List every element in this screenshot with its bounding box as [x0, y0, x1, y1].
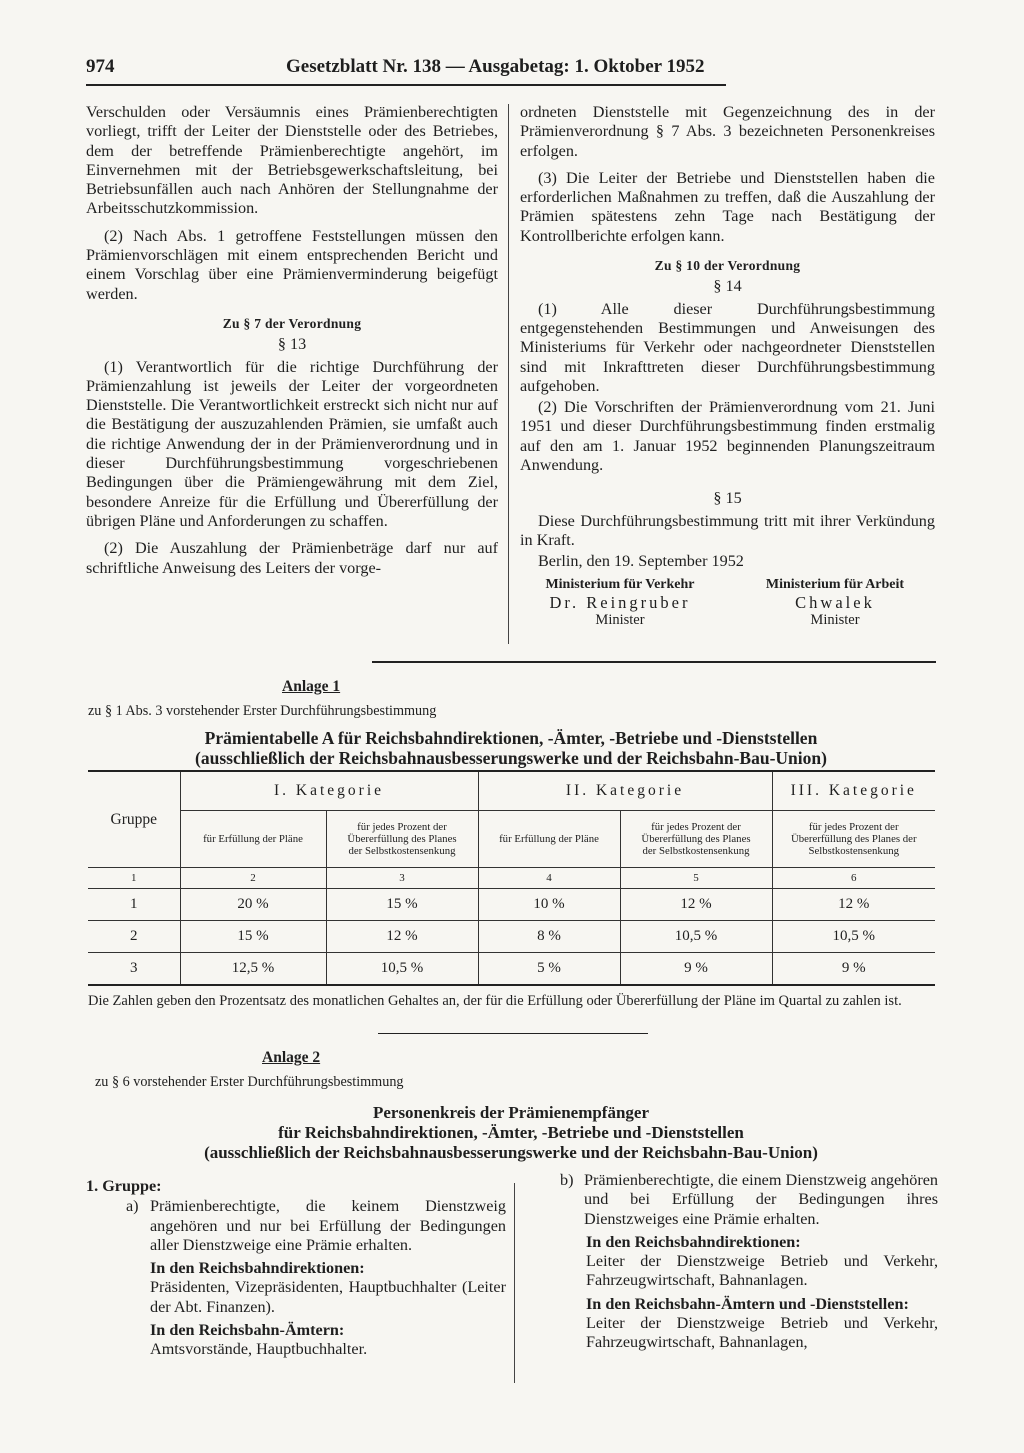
column-divider — [508, 104, 509, 644]
right-paragraph-1: ordneten Dienststelle mit Gegenzeichnung des in der Prämienverordnung § 7 Abs. 3 bezeichneten Personenkreises erfolgen. — [520, 103, 935, 160]
column-header-category-3: III. Kategorie — [772, 771, 935, 811]
subheader-fulfilment: für Erfüllung der Pläne — [478, 811, 620, 868]
table-cell: 9 % — [772, 953, 935, 986]
item-a — [86, 1197, 506, 1255]
gazette-title: Gesetzblatt Nr. 138 — Ausgabetag: 1. Oktober 1952 — [286, 56, 705, 77]
left-paragraph-2: (2) Nach Abs. 1 getroffene Feststellungen müssen den Prämienvorschlägen mit einem entsprechenden Bericht und einem Vorschlag über eine Prämienverminderung beigefügt werden. — [86, 226, 498, 303]
recipients-title-line-2: für Reichsbahndirektionen, -Ämter, -Betriebe und -Dienststellen — [278, 1123, 744, 1142]
column-number: 3 — [326, 868, 478, 889]
table-title-line-2: (ausschließlich der Reichsbahnausbesserungswerke und der Reichsbahn-Bau-Union) — [195, 748, 827, 768]
column-number: 1 — [88, 868, 180, 889]
signature-ministry: Ministerium für Verkehr — [545, 576, 695, 592]
table-row-group-1 — [88, 889, 935, 921]
signature-role: Minister — [595, 611, 645, 628]
section-rule — [378, 1033, 648, 1034]
place-date: Berlin, den 19. September 1952 — [538, 552, 744, 571]
item-b-key: b) — [560, 1171, 574, 1189]
recipients-title-line-1: Personenkreis der Prämienempfänger — [372, 1103, 650, 1122]
anlage-2-reference: zu § 6 vorstehender Erster Durchführungsbestimmung — [95, 1074, 404, 1090]
signature-block — [520, 576, 935, 628]
subheader-overfulfilment: für jedes Prozent der Übererfüllung des Planes der Selbstkostensenkung — [326, 811, 478, 868]
table-header-row — [88, 771, 935, 811]
header-rule — [86, 84, 726, 86]
anlage-1-reference: zu § 1 Abs. 3 vorstehender Erster Durchführungsbestimmung — [88, 703, 437, 719]
item-a-key: a) — [126, 1197, 139, 1216]
table-title-line-1: Prämientabelle A für Reichsbahndirektionen, -Ämter, -Betriebe und -Dienststellen — [204, 728, 818, 748]
column-number: 6 — [772, 868, 935, 889]
rbd-heading: In den Reichsbahndirektionen: — [150, 1259, 365, 1278]
item-a-text: Prämienberechtigte, die keinem Dienstzweig angehören und nur bei Erfüllung der Bedingungen aller Dienstzweige eine Prämie erhalten. — [150, 1197, 506, 1254]
group-1-label: 1. Gruppe: — [86, 1177, 162, 1195]
table-cell: 10,5 % — [772, 921, 935, 953]
left-column — [86, 103, 498, 586]
table-cell: 1 — [88, 889, 180, 921]
signature-transport — [520, 576, 720, 629]
table-cell: 10,5 % — [326, 953, 478, 986]
section-13-number: § 13 — [277, 335, 307, 354]
column-header-category-2: II. Kategorie — [478, 771, 772, 811]
signature-role: Minister — [810, 611, 860, 628]
recipients-title — [86, 1103, 936, 1163]
section-rule — [372, 661, 936, 663]
table-cell: 15 % — [180, 921, 326, 953]
right-paragraph-2: (3) Die Leiter der Betriebe und Dienststellen haben die erforderlichen Maßnahmen zu treffen, daß die Auszahlung der Prämien spätestens zehn Tage nach Bestätigung der Kontrollberichte erfolgen kann. — [520, 168, 935, 245]
left-paragraph-3: (1) Verantwortlich für die richtige Durchführung der Prämienzahlung ist jeweils der Leiter der vorgeordneten Dienststelle. Die Verantwortlichkeit erstreckt sich nicht nur auf die Bestätigung der auszuzahlenden Prämien, sie umfaßt auch die richtige Anwendung der in der Prämienverordnung und in dieser Durchführungsbestimmung vorgeschriebenen Bedingungen über die Prämiengewährung mit dem Ziel, besondere Anreize für die Erfüllung und Übererfüllung der übrigen Pläne und Anforderungen zu schaffen. — [86, 357, 498, 530]
table-cell: 12 % — [620, 889, 772, 921]
table-subheader-row — [88, 811, 935, 868]
rba-heading: In den Reichsbahn-Ämtern und -Dienststellen: — [586, 1294, 909, 1313]
signature-name: Dr. Reingruber — [549, 592, 691, 612]
section-heading-par10: Zu § 10 der Verordnung — [654, 258, 801, 274]
column-number: 4 — [478, 868, 620, 889]
column-header-category-1: I. Kategorie — [180, 771, 478, 811]
section-heading-par7: Zu § 7 der Verordnung — [222, 315, 362, 331]
table-cell: 5 % — [478, 953, 620, 986]
column-number: 5 — [620, 868, 772, 889]
right-column — [520, 103, 935, 628]
item-b-text: Prämienberechtigte, die einem Dienstzweig angehören und bei Erfüllung der Bedingungen ihres Dienstzweiges eine Prämie erhalten. — [584, 1171, 938, 1228]
table-cell: 20 % — [180, 889, 326, 921]
table-cell: 12 % — [772, 889, 935, 921]
table-cell: 10 % — [478, 889, 620, 921]
anlage-1-title: Anlage 1 — [282, 678, 341, 695]
table-cell: 12 % — [326, 921, 478, 953]
item-b — [560, 1171, 938, 1229]
column-number-row — [88, 868, 935, 889]
group-1-left-column — [86, 1177, 506, 1360]
rba-heading: In den Reichsbahn-Ämtern: — [150, 1321, 345, 1340]
signature-labour — [735, 576, 935, 629]
subheader-overfulfilment: für jedes Prozent der Übererfüllung des Planes der Selbstkostensenkung — [772, 811, 935, 868]
signature-name: Chwalek — [795, 592, 875, 612]
table-cell: 9 % — [620, 953, 772, 986]
lower-column-divider — [514, 1183, 515, 1383]
right-paragraph-5: Diese Durchführungsbestimmung tritt mit ihrer Verkündung in Kraft. — [520, 511, 935, 549]
right-paragraph-4: (2) Die Vorschriften der Prämienverordnung vom 21. Juni 1951 und dieser Durchführungsbestimmung finden erstmalig auf den am 1. Januar 1952 beginnenden Planungszeitraum Anwendung. — [520, 398, 935, 475]
column-header-group: Gruppe — [88, 771, 180, 868]
subheader-overfulfilment: für jedes Prozent der Übererfüllung des Planes der Selbstkostensenkung — [620, 811, 772, 868]
rba-text: Leiter der Dienstzweige Betrieb und Verkehr, Fahrzeugwirtschaft, Bahnanlagen, — [586, 1314, 938, 1352]
rba-text: Amtsvorstände, Hauptbuchhalter. — [150, 1340, 368, 1359]
rbd-text: Präsidenten, Vizepräsidenten, Hauptbuchhalter (Leiter der Abt. Finanzen). — [150, 1278, 506, 1316]
page-number: 974 — [86, 56, 115, 77]
table-cell: 10,5 % — [620, 921, 772, 953]
item-b-details — [560, 1233, 938, 1353]
recipients-title-line-3: (ausschließlich der Reichsbahnausbesserungswerke und der Reichsbahn-Bau-Union) — [204, 1143, 818, 1162]
table-cell: 12,5 % — [180, 953, 326, 986]
section-15-number: § 15 — [713, 489, 742, 508]
section-14-number: § 14 — [713, 277, 742, 296]
table-row-group-2 — [88, 921, 935, 953]
table-title — [86, 728, 936, 768]
table-row-group-3 — [88, 953, 935, 986]
table-cell: 8 % — [478, 921, 620, 953]
table-footnote: Die Zahlen geben den Prozentsatz des monatlichen Gehaltes an, der für die Erfüllung oder Übererfüllung der Pläne im Quartal zu zahlen ist. — [88, 993, 902, 1009]
anlage-2-title: Anlage 2 — [262, 1049, 321, 1066]
premium-table — [88, 770, 935, 986]
rbd-heading: In den Reichsbahndirektionen: — [586, 1232, 801, 1251]
subheader-fulfilment: für Erfüllung der Pläne — [180, 811, 326, 868]
table-cell: 3 — [88, 953, 180, 986]
column-number: 2 — [180, 868, 326, 889]
signature-ministry: Ministerium für Arbeit — [765, 576, 905, 592]
group-1-right-column — [560, 1171, 938, 1353]
table-cell: 2 — [88, 921, 180, 953]
page-header — [86, 56, 726, 84]
rbd-text: Leiter der Dienstzweige Betrieb und Verkehr, Fahrzeugwirtschaft, Bahnanlagen. — [586, 1252, 938, 1290]
table-cell: 15 % — [326, 889, 478, 921]
right-paragraph-3: (1) Alle dieser Durchführungsbestimmung entgegenstehenden Bestimmungen und Anweisungen des Ministeriums für Verkehr oder nachgeordneter Dienststellen sind mit Inkrafttreten dieser Durchführungsbestimmung aufgehoben. — [520, 299, 935, 395]
left-paragraph-1: Verschulden oder Versäumnis eines Prämienberechtigten vorliegt, trifft der Leiter der Dienststelle oder des Betriebes, dem der betreffende Prämienberechtigte angehört, im Einvernehmen mit der Betriebsgewerkschaftsleitung, bei Betriebsunfällen auch nach Anhören der Stellungnahme der Arbeitsschutzkommission. — [86, 103, 498, 218]
item-a-details — [86, 1259, 506, 1359]
left-paragraph-4: (2) Die Auszahlung der Prämienbeträge darf nur auf schriftliche Anweisung des Leiters der vorge- — [86, 539, 498, 577]
